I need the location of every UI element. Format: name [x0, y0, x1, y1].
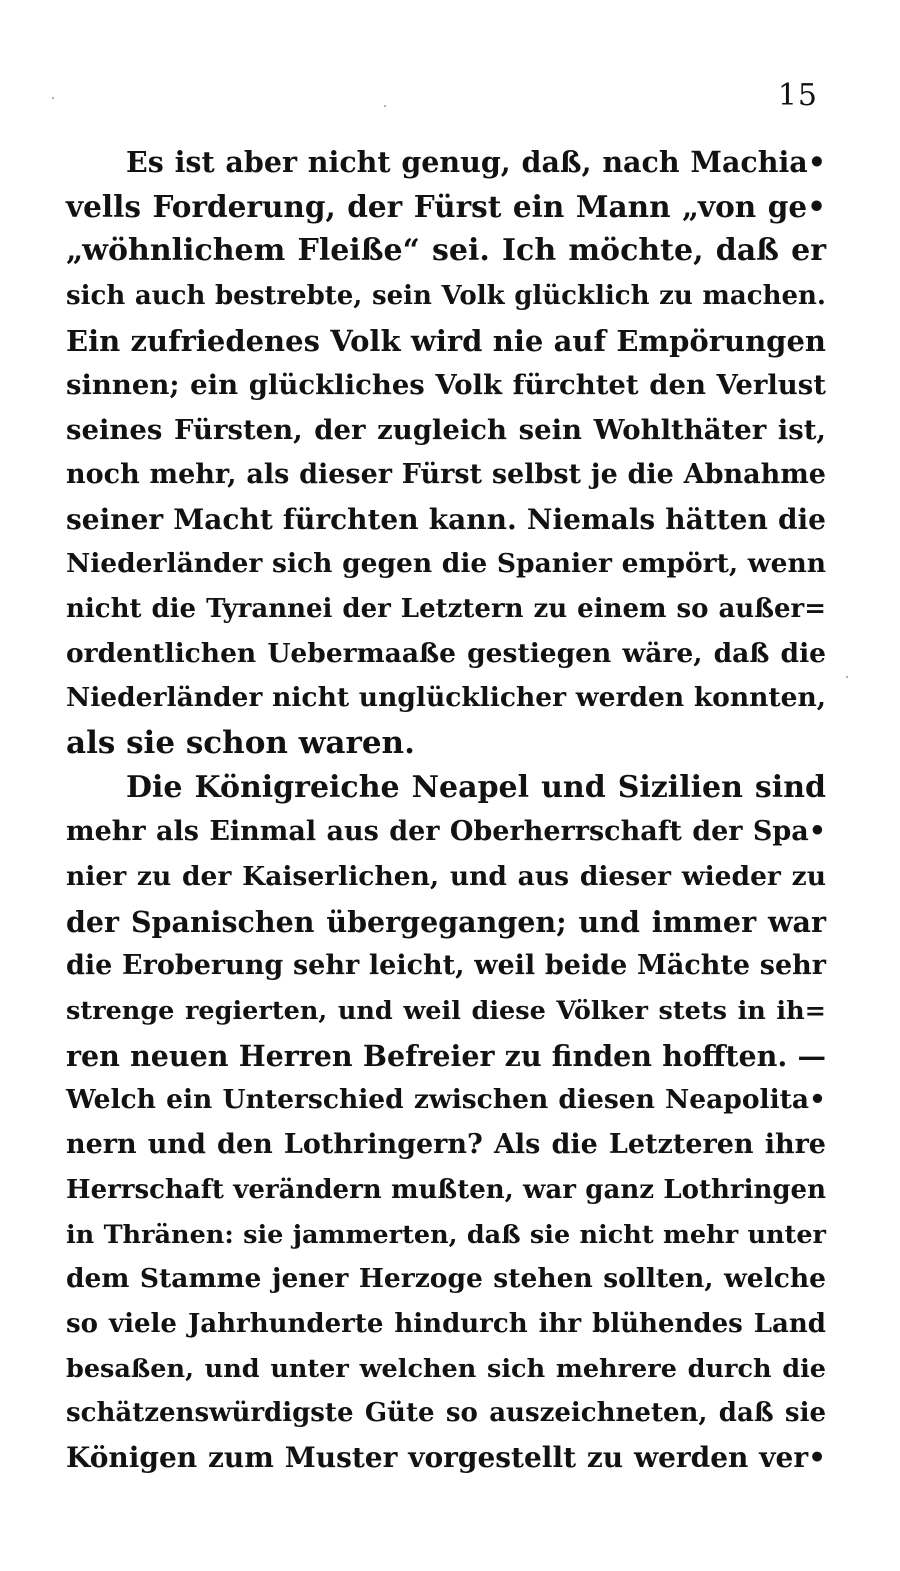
paper-speck — [52, 97, 54, 99]
text-line: Die Königreiche Neapel und Sizilien sind — [126, 769, 826, 805]
text-line: sich auch bestrebte, sein Volk glücklich zu machen. — [66, 281, 826, 312]
paper-speck — [846, 676, 848, 678]
text-line: seines Fürsten, der zugleich sein Wohlthäter ist, — [66, 414, 826, 447]
text-line: ordentlichen Uebermaaße gestiegen wäre, daß die — [66, 637, 826, 669]
text-line: seiner Macht fürchten kann. Niemals hätten die — [66, 502, 826, 536]
text-line: Ein zufriedenes Volk wird nie auf Empörungen — [66, 323, 826, 358]
text-line: vells Forderung, der Fürst ein Mann „von ge• — [66, 188, 826, 224]
text-line: der Spanischen übergegangen; und immer war — [66, 904, 826, 939]
text-line: sinnen; ein glückliches Volk fürchtet den Verlust — [66, 369, 826, 402]
text-line: die Eroberung sehr leicht, weil beide Mächte sehr — [66, 950, 826, 982]
text-line: schätzenswürdigste Güte so auszeichneten, daß sie — [66, 1398, 826, 1429]
text-line: dem Stamme jener Herzoge stehen sollten, welche — [66, 1263, 826, 1295]
text-line: nicht die Tyrannei der Letztern zu einem so außer= — [66, 593, 826, 624]
text-line: Herrschaft verändern mußten, war ganz Lothringen — [66, 1174, 826, 1205]
text-line: so viele Jahrhunderte hindurch ihr blühendes Land — [66, 1308, 826, 1339]
text-line: in Thränen: sie jammerten, daß sie nicht mehr unter — [66, 1219, 826, 1250]
text-line: nern und den Lothringern? Als die Letzteren ihre — [66, 1129, 826, 1161]
text-line: strenge regierten, und weil diese Völker stets in ih= — [66, 996, 826, 1027]
text-line: besaßen, und unter welchen sich mehrere durch die — [66, 1353, 826, 1384]
text-line: Es ist aber nicht genug, daß, nach Machia• — [126, 145, 826, 179]
text-line: als sie schon waren. — [66, 724, 415, 761]
text-line: Welch ein Unterschied zwischen diesen Neapolita• — [66, 1084, 826, 1116]
paragraph-1 — [66, 140, 826, 766]
text-line: mehr als Einmal aus der Oberherrschaft der Spa• — [66, 816, 826, 848]
page-number: 15 — [777, 78, 818, 113]
paragraph-2 — [66, 766, 826, 1481]
text-line: Niederländer nicht unglücklicher werden konnten, — [66, 682, 826, 714]
text-line: noch mehr, als dieser Fürst selbst je die Abnahme — [66, 458, 826, 490]
text-line: nier zu der Kaiserlichen, und aus dieser wieder zu — [66, 861, 826, 892]
text-line: Königen zum Muster vorgestellt zu werden ver• — [66, 1440, 826, 1474]
text-line: ren neuen Herren Befreier zu finden hofften. — — [66, 1038, 826, 1073]
text-line: Niederländer sich gegen die Spanier empört, wenn — [66, 548, 826, 580]
paper-speck — [384, 105, 386, 107]
body-text — [66, 140, 826, 1481]
text-line: „wöhnlichem Fleiße“ sei. Ich möchte, daß er — [66, 233, 826, 269]
